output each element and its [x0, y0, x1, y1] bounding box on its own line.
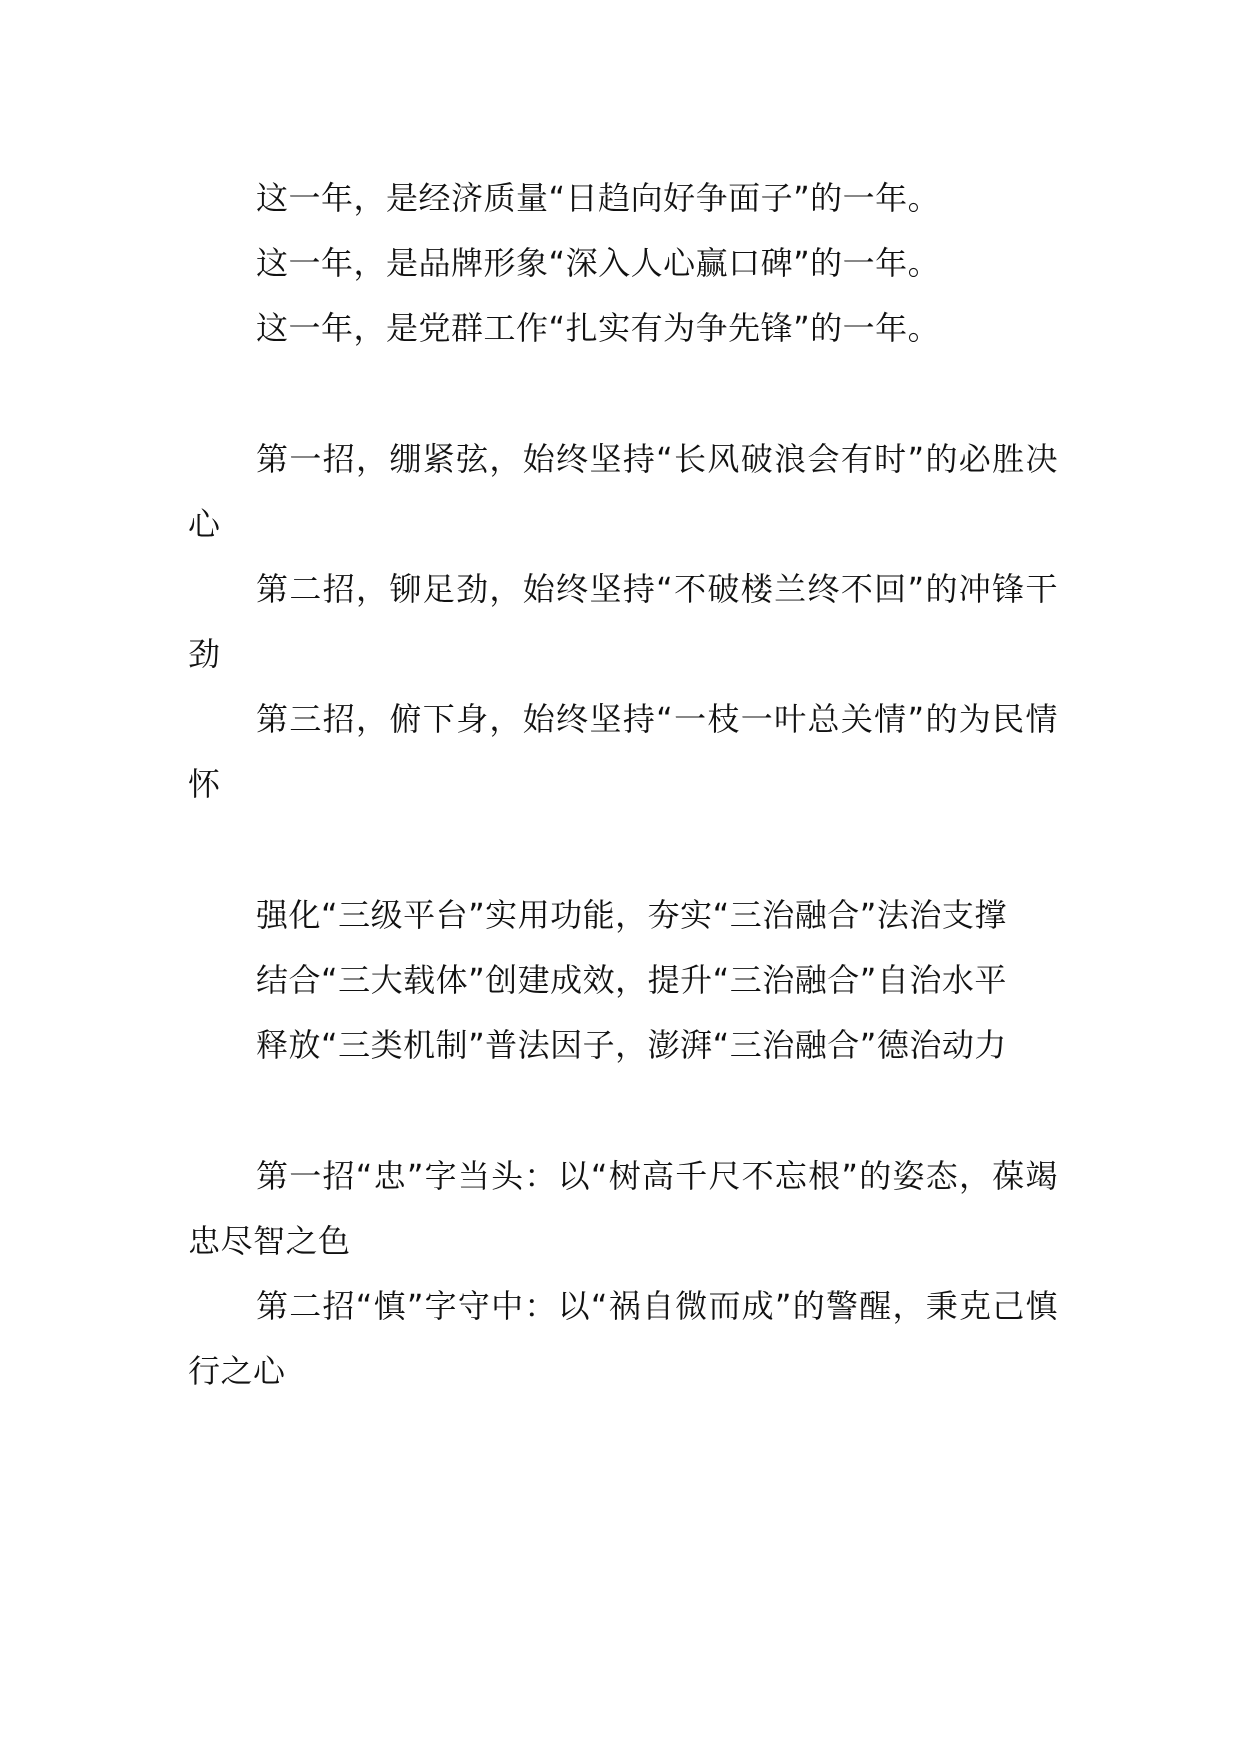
rule-of-virtue-paragraph: 释放“三类机制”普法因子，澎湃“三治融合”德治动力: [256, 1026, 1007, 1064]
summary-line-brand: 这一年，是品牌形象“深入人心赢口碑”的一年。: [256, 244, 941, 282]
move-two-paragraph: 第二招，铆足劲，始终坚持“不破楼兰终不回”的冲锋干劲: [188, 570, 1058, 673]
move-one-paragraph: 第一招，绷紧弦，始终坚持“长风破浪会有时”的必胜决心: [188, 440, 1058, 543]
determination-section: [188, 427, 1058, 817]
move-three-paragraph: 第三招，俯下身，始终坚持“一枝一叶总关情”的为民情怀: [188, 700, 1058, 803]
rule-of-law-paragraph: 强化“三级平台”实用功能，夯实“三治融合”法治支撑: [256, 896, 1007, 934]
summary-line-party: 这一年，是党群工作“扎实有为争先锋”的一年。: [256, 309, 941, 347]
document-body: [188, 166, 1058, 1404]
prudence-paragraph: 第二招“慎”字守中：以“祸自微而成”的警醒，秉克己慎行之心: [188, 1287, 1058, 1390]
integrity-section: [188, 1144, 1058, 1404]
summary-section: [188, 166, 1058, 361]
self-governance-paragraph: 结合“三大载体”创建成效，提升“三治融合”自治水平: [256, 961, 1007, 999]
summary-line-economy: 这一年，是经济质量“日趋向好争面子”的一年。: [256, 179, 941, 217]
loyalty-paragraph: 第一招“忠”字当头：以“树高千尺不忘根”的姿态，葆竭忠尽智之色: [188, 1157, 1058, 1260]
governance-section: [188, 883, 1058, 1078]
